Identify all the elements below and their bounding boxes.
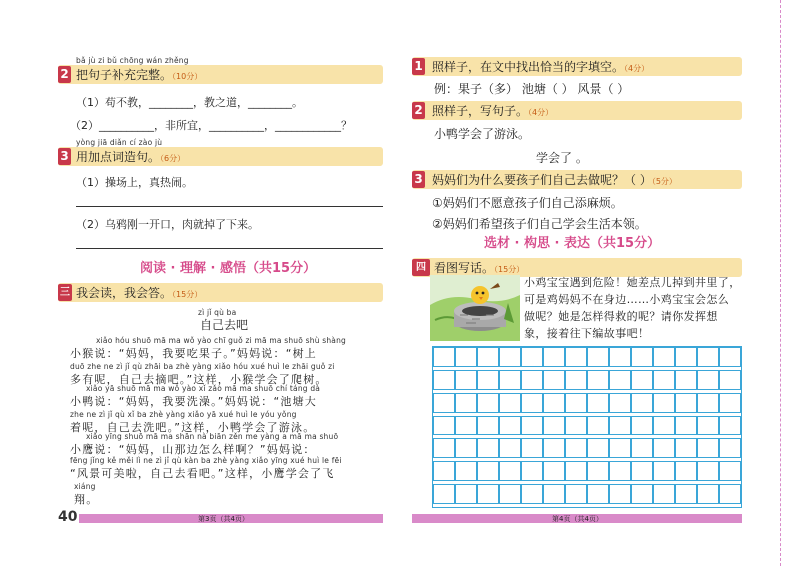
- writing-grid-cell[interactable]: [609, 416, 631, 436]
- writing-grid-cell[interactable]: [565, 347, 587, 367]
- writing-grid-cell[interactable]: [499, 393, 521, 413]
- writing-grid-cell[interactable]: [433, 370, 455, 390]
- writing-grid-cell[interactable]: [455, 461, 477, 481]
- writing-grid-cell[interactable]: [455, 484, 477, 504]
- binding-margin-line: [780, 0, 781, 566]
- writing-grid-cell[interactable]: [521, 484, 543, 504]
- writing-grid-cell[interactable]: [631, 416, 653, 436]
- q2-number: 2: [58, 66, 71, 83]
- right-page-label: 第4页（共4页）: [552, 515, 603, 523]
- story-title-pinyin: zì jǐ qù ba: [198, 308, 237, 317]
- writing-grid-cell[interactable]: [719, 393, 741, 413]
- r-q3-title: 妈妈们为什么要孩子们自己去做呢？（ ）（5分）: [432, 173, 677, 187]
- q3-number: 3: [58, 148, 71, 165]
- writing-grid-cell[interactable]: [609, 393, 631, 413]
- writing-grid-cell[interactable]: [609, 438, 631, 458]
- writing-grid-cell[interactable]: [653, 461, 675, 481]
- writing-grid-cell[interactable]: [455, 393, 477, 413]
- writing-grid-cell[interactable]: [719, 347, 741, 367]
- writing-grid-cell[interactable]: [543, 393, 565, 413]
- writing-grid-cell[interactable]: [521, 393, 543, 413]
- left-page-number: 40: [58, 509, 78, 525]
- writing-grid-cell[interactable]: [587, 347, 609, 367]
- writing-grid-cell[interactable]: [697, 393, 719, 413]
- writing-grid[interactable]: [432, 346, 742, 508]
- writing-grid-cell[interactable]: [675, 370, 697, 390]
- writing-grid-cell[interactable]: [675, 393, 697, 413]
- writing-grid-cell[interactable]: [609, 370, 631, 390]
- story-pinyin: xiǎo yā shuō mā ma wǒ yào xǐ zǎo mā ma shuō chí táng dà: [86, 384, 321, 393]
- writing-grid-cell[interactable]: [455, 438, 477, 458]
- writing-grid-cell[interactable]: [433, 347, 455, 367]
- q2-line2: （2）__________，非所宜，__________，____________？: [70, 119, 352, 132]
- story-line: 小猴说：“妈妈，我要吃果子。”妈妈说：“树上: [70, 347, 317, 360]
- writing-grid-cell[interactable]: [543, 416, 565, 436]
- story-pinyin: duō zhe ne zì jǐ qù zhāi ba zhè yàng xiǎo hóu xué huì le zhāi guǒ zi: [70, 362, 335, 371]
- writing-prompt-line: 小鸡宝宝遇到危险！她差点儿掉到井里了，: [524, 276, 741, 289]
- writing-grid-cell[interactable]: [675, 347, 697, 367]
- writing-grid-cell[interactable]: [477, 484, 499, 504]
- writing-grid-cell[interactable]: [587, 438, 609, 458]
- story-line: 翔。: [74, 493, 99, 506]
- writing-grid-cell[interactable]: [455, 347, 477, 367]
- story-line: “风景可美啦，自己去看吧。”这样，小鹰学会了飞: [70, 467, 335, 480]
- writing-grid-cell[interactable]: [521, 370, 543, 390]
- q3-answer-line-1: [76, 206, 383, 207]
- q3-line2: （2）乌鸦刚一开口，肉就掉了下来。: [76, 218, 259, 231]
- r-q1-title: 照样子，在文中找出恰当的字填空。（4分）: [432, 60, 650, 74]
- writing-prompt-line: 做呢？她是怎样得救的呢？请你发挥想: [524, 310, 718, 323]
- writing-grid-cell[interactable]: [587, 370, 609, 390]
- writing-grid-cell[interactable]: [499, 416, 521, 436]
- writing-grid-cell[interactable]: [697, 370, 719, 390]
- writing-grid-cell[interactable]: [565, 370, 587, 390]
- writing-grid-cell[interactable]: [675, 484, 697, 504]
- writing-grid-cell[interactable]: [675, 416, 697, 436]
- r-q1-example: 例：果子（多） 池塘（ ） 风景（ ）: [434, 82, 630, 96]
- writing-grid-cell[interactable]: [719, 416, 741, 436]
- writing-grid-cell[interactable]: [609, 461, 631, 481]
- q2-title: 把句子补充完整。（10分）: [76, 68, 203, 82]
- writing-grid-cell[interactable]: [675, 461, 697, 481]
- story-line: 着呢，自己去洗吧。”这样，小鸭学会了游泳。: [70, 421, 316, 434]
- r-q3-option-2: ②妈妈们希望孩子们自己学会生活本领。: [432, 217, 647, 231]
- writing-grid-cell[interactable]: [675, 438, 697, 458]
- story-pinyin: xiǎo hóu shuō mā ma wǒ yào chī guǒ zi mā ma shuō shù shàng: [96, 336, 347, 345]
- writing-grid-cell[interactable]: [587, 461, 609, 481]
- writing-grid-cell[interactable]: [521, 438, 543, 458]
- writing-grid-cell[interactable]: [697, 347, 719, 367]
- story-line: 多有呢，自己去摘吧。”这样，小猴学会了爬树。: [70, 373, 328, 386]
- writing-grid-cell[interactable]: [477, 461, 499, 481]
- writing-grid-cell[interactable]: [521, 416, 543, 436]
- writing-grid-cell[interactable]: [477, 438, 499, 458]
- writing-grid-cell[interactable]: [543, 370, 565, 390]
- right-section-title: 选材 · 构思 · 表达（共15分）: [484, 236, 661, 251]
- q2-line1: （1）苟不教，________，教之道，________。: [76, 96, 303, 109]
- story-pinyin: zhe ne zì jǐ qù xǐ ba zhè yàng xiǎo yā xué huì le yóu yǒng: [70, 410, 297, 419]
- story-pinyin: xiáng: [74, 482, 96, 491]
- writing-grid-cell[interactable]: [499, 370, 521, 390]
- q3-answer-line-2: [76, 248, 383, 249]
- story-title: 自己去吧: [200, 318, 249, 332]
- left-page-label: 第3页（共4页）: [198, 515, 249, 523]
- writing-grid-cell[interactable]: [631, 484, 653, 504]
- writing-grid-cell[interactable]: [719, 484, 741, 504]
- sec3-title: 我会读，我会答。（15分）: [76, 286, 203, 300]
- writing-grid-cell[interactable]: [719, 461, 741, 481]
- r-q2-number: 2: [412, 102, 425, 119]
- r-q1-number: 1: [412, 58, 425, 75]
- writing-grid-cell[interactable]: [697, 484, 719, 504]
- writing-grid-cell[interactable]: [631, 393, 653, 413]
- writing-grid-cell[interactable]: [631, 347, 653, 367]
- chick-well-illustration: [430, 275, 520, 341]
- writing-grid-cell[interactable]: [499, 438, 521, 458]
- writing-grid-cell[interactable]: [543, 484, 565, 504]
- left-section-title: 阅读 · 理解 · 感悟（共15分）: [140, 261, 317, 276]
- writing-grid-cell[interactable]: [719, 438, 741, 458]
- writing-grid-cell[interactable]: [587, 416, 609, 436]
- writing-grid-cell[interactable]: [433, 393, 455, 413]
- writing-prompt-line: 可是鸡妈妈不在身边……小鸡宝宝会怎么: [524, 293, 730, 306]
- writing-grid-cell[interactable]: [587, 393, 609, 413]
- story-line: 小鸭说：“妈妈，我要洗澡。”妈妈说：“池塘大: [70, 395, 317, 408]
- writing-grid-cell[interactable]: [477, 370, 499, 390]
- sec3-number: 三: [58, 284, 72, 301]
- writing-grid-cell[interactable]: [433, 484, 455, 504]
- writing-grid-cell[interactable]: [631, 370, 653, 390]
- writing-grid-cell[interactable]: [499, 347, 521, 367]
- writing-grid-cell[interactable]: [433, 461, 455, 481]
- sec4-title: 看图写话。（15分）: [434, 261, 525, 275]
- writing-grid-cell[interactable]: [587, 484, 609, 504]
- writing-grid-cell[interactable]: [499, 484, 521, 504]
- sec4-number: 四: [412, 259, 430, 276]
- writing-grid-cell[interactable]: [631, 438, 653, 458]
- r-q2-line2: 学会了 。: [536, 151, 588, 165]
- writing-grid-cell[interactable]: [653, 370, 675, 390]
- writing-grid-cell[interactable]: [477, 347, 499, 367]
- story-pinyin: xiǎo yīng shuō mā ma shān nà biān zěn me yàng a mā ma shuō: [86, 432, 339, 441]
- writing-grid-cell[interactable]: [653, 393, 675, 413]
- writing-grid-cell[interactable]: [565, 416, 587, 436]
- writing-grid-cell[interactable]: [609, 484, 631, 504]
- writing-grid-cell[interactable]: [609, 347, 631, 367]
- writing-grid-cell[interactable]: [565, 484, 587, 504]
- r-q2-title: 照样子，写句子。（4分）: [432, 104, 554, 118]
- writing-grid-cell[interactable]: [565, 461, 587, 481]
- writing-grid-cell[interactable]: [631, 461, 653, 481]
- q3-pinyin: yòng jiā diǎn cí zào jù: [76, 138, 163, 147]
- q2-pinyin: bǎ jù zi bǔ chōng wán zhěng: [76, 56, 189, 65]
- r-q3-number: 3: [412, 171, 425, 188]
- writing-grid-cell[interactable]: [697, 416, 719, 436]
- writing-grid-cell[interactable]: [653, 438, 675, 458]
- writing-grid-cell[interactable]: [653, 416, 675, 436]
- story-line: 小鹰说：“妈妈，山那边怎么样啊？”妈妈说：: [70, 443, 316, 456]
- writing-grid-cell[interactable]: [653, 347, 675, 367]
- writing-grid-cell[interactable]: [719, 370, 741, 390]
- writing-prompt-line: 象，接着往下编故事吧！: [524, 327, 650, 340]
- writing-grid-cell[interactable]: [543, 438, 565, 458]
- r-q2-line1: 小鸭学会了游泳。: [434, 127, 531, 141]
- writing-grid-cell[interactable]: [521, 347, 543, 367]
- writing-grid-cell[interactable]: [455, 370, 477, 390]
- writing-grid-cell[interactable]: [499, 461, 521, 481]
- writing-grid-cell[interactable]: [521, 461, 543, 481]
- writing-grid-cell[interactable]: [477, 393, 499, 413]
- writing-grid-cell[interactable]: [565, 438, 587, 458]
- writing-grid-cell[interactable]: [433, 438, 455, 458]
- q3-title: 用加点词造句。（6分）: [76, 150, 186, 164]
- writing-grid-cell[interactable]: [697, 461, 719, 481]
- writing-grid-cell[interactable]: [543, 347, 565, 367]
- r-q3-option-1: ①妈妈们不愿意孩子们自己添麻烦。: [432, 196, 623, 210]
- story-pinyin: fēng jǐng kě měi lì ne zì jǐ qù kàn ba zhè yàng xiǎo yīng xué huì le fēi: [70, 456, 342, 465]
- writing-grid-cell[interactable]: [433, 416, 455, 436]
- q3-line1: （1）操场上，真热闹。: [76, 176, 193, 189]
- writing-grid-cell[interactable]: [697, 438, 719, 458]
- writing-grid-cell[interactable]: [477, 416, 499, 436]
- writing-grid-cell[interactable]: [455, 416, 477, 436]
- writing-grid-cell[interactable]: [543, 461, 565, 481]
- writing-grid-cell[interactable]: [565, 393, 587, 413]
- writing-grid-cell[interactable]: [653, 484, 675, 504]
